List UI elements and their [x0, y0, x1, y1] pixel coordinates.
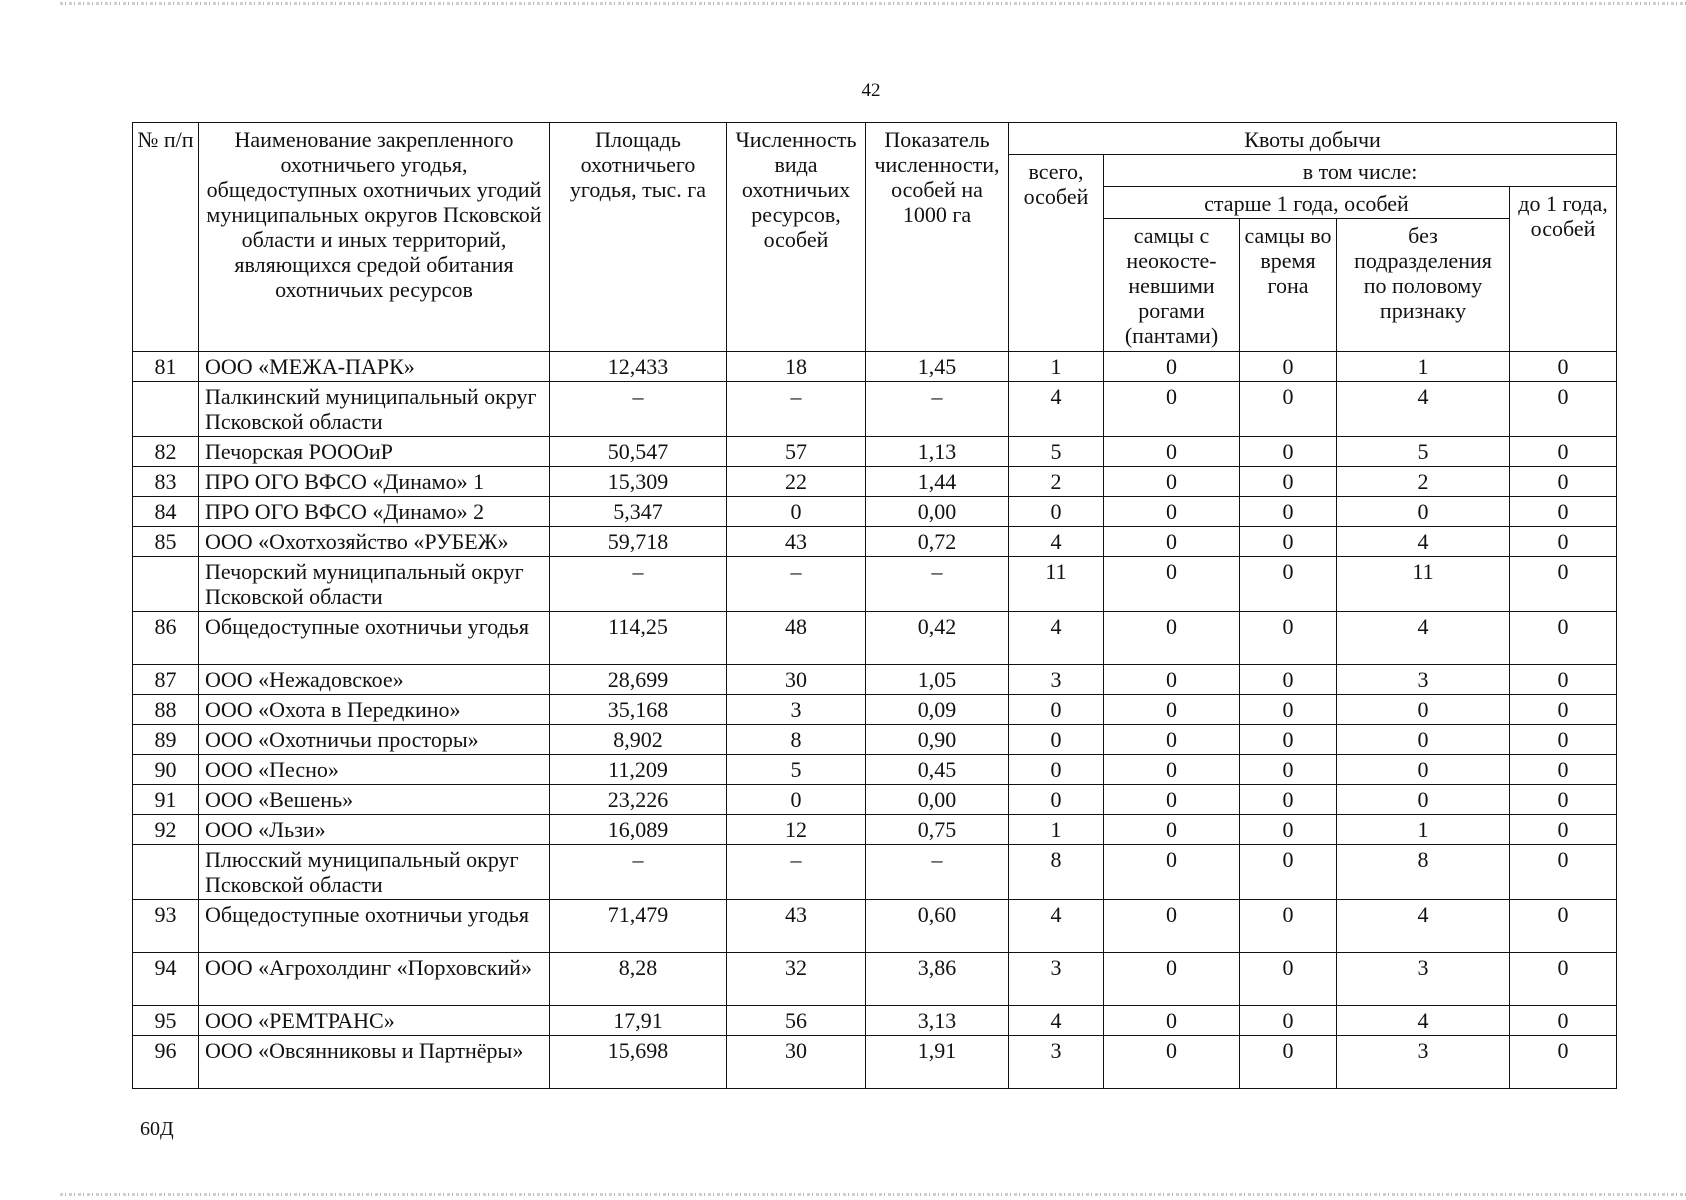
cell-density: 0,75 — [866, 815, 1009, 845]
cell-total: 3 — [1009, 1036, 1104, 1089]
cell-num: 89 — [133, 725, 199, 755]
cell-area: 15,309 — [550, 467, 727, 497]
header-older: старше 1 года, особей — [1104, 187, 1510, 219]
cell-pop: 56 — [727, 1006, 866, 1036]
cell-pop: 12 — [727, 815, 866, 845]
cell-antlers: 0 — [1104, 953, 1240, 1006]
cell-nosex: 0 — [1337, 497, 1510, 527]
cell-pop: 3 — [727, 695, 866, 725]
cell-total: 0 — [1009, 725, 1104, 755]
cell-pop: 0 — [727, 497, 866, 527]
cell-total: 5 — [1009, 437, 1104, 467]
cell-density: 1,05 — [866, 665, 1009, 695]
cell-rut: 0 — [1240, 1036, 1337, 1089]
cell-density: 1,91 — [866, 1036, 1009, 1089]
header-antlers: самцы с неокосте-невшими рогами (пантами) — [1104, 219, 1240, 352]
cell-nosex: 4 — [1337, 527, 1510, 557]
cell-density: 0,00 — [866, 785, 1009, 815]
cell-nosex: 8 — [1337, 845, 1510, 900]
cell-rut: 0 — [1240, 437, 1337, 467]
cell-under1: 0 — [1510, 815, 1617, 845]
cell-name: Печорский муниципальный округ Псковской области — [199, 557, 550, 612]
cell-rut: 0 — [1240, 382, 1337, 437]
cell-name: Палкинский муниципальный округ Псковской области — [199, 382, 550, 437]
cell-antlers: 0 — [1104, 845, 1240, 900]
cell-under1: 0 — [1510, 612, 1617, 665]
cell-num: 84 — [133, 497, 199, 527]
table-row — [133, 612, 1617, 665]
table-row — [133, 437, 1617, 467]
cell-pop: 57 — [727, 437, 866, 467]
cell-antlers: 0 — [1104, 695, 1240, 725]
cell-rut: 0 — [1240, 755, 1337, 785]
cell-under1: 0 — [1510, 785, 1617, 815]
cell-antlers: 0 — [1104, 557, 1240, 612]
header-under1: до 1 года, особей — [1510, 187, 1617, 352]
cell-under1: 0 — [1510, 352, 1617, 382]
header-name: Наименование закрепленного охотничьего угодья, общедоступных охотничьих угодий муниципальных округов Псковской области и иных территорий, являющихся средой обитания охотничьих ресурсов — [199, 123, 550, 352]
cell-area: 11,209 — [550, 755, 727, 785]
cell-rut: 0 — [1240, 845, 1337, 900]
cell-rut: 0 — [1240, 527, 1337, 557]
cell-nosex: 0 — [1337, 725, 1510, 755]
cell-num: 83 — [133, 467, 199, 497]
cell-name: ООО «Овсянниковы и Партнёры» — [199, 1036, 550, 1089]
cell-antlers: 0 — [1104, 1006, 1240, 1036]
scan-edge-top — [60, 2, 1686, 5]
cell-area: 114,25 — [550, 612, 727, 665]
cell-nosex: 0 — [1337, 785, 1510, 815]
cell-under1: 0 — [1510, 953, 1617, 1006]
cell-rut: 0 — [1240, 953, 1337, 1006]
cell-pop: – — [727, 557, 866, 612]
cell-name: ООО «Охота в Передкино» — [199, 695, 550, 725]
cell-name: ООО «РЕМТРАНС» — [199, 1006, 550, 1036]
cell-num — [133, 382, 199, 437]
cell-antlers: 0 — [1104, 497, 1240, 527]
cell-num: 93 — [133, 900, 199, 953]
cell-density: 0,45 — [866, 755, 1009, 785]
cell-pop: 5 — [727, 755, 866, 785]
cell-antlers: 0 — [1104, 815, 1240, 845]
cell-density: 0,60 — [866, 900, 1009, 953]
header-nosex: без подразделения по половому признаку — [1337, 219, 1510, 352]
cell-total: 1 — [1009, 815, 1104, 845]
cell-antlers: 0 — [1104, 527, 1240, 557]
cell-nosex: 0 — [1337, 695, 1510, 725]
cell-num: 87 — [133, 665, 199, 695]
cell-name: Общедоступные охотничьи угодья — [199, 900, 550, 953]
cell-density: – — [866, 382, 1009, 437]
cell-area: 5,347 — [550, 497, 727, 527]
cell-nosex: 4 — [1337, 382, 1510, 437]
cell-pop: 8 — [727, 725, 866, 755]
cell-num — [133, 557, 199, 612]
cell-under1: 0 — [1510, 527, 1617, 557]
cell-num: 90 — [133, 755, 199, 785]
footer-code: 60Д — [140, 1118, 174, 1140]
cell-pop: 43 — [727, 900, 866, 953]
cell-area: 59,718 — [550, 527, 727, 557]
table-row — [133, 785, 1617, 815]
cell-name: ООО «Песно» — [199, 755, 550, 785]
cell-density: – — [866, 845, 1009, 900]
cell-total: 0 — [1009, 755, 1104, 785]
cell-num: 81 — [133, 352, 199, 382]
cell-pop: 43 — [727, 527, 866, 557]
cell-total: 4 — [1009, 1006, 1104, 1036]
cell-total: 0 — [1009, 695, 1104, 725]
cell-density: 0,00 — [866, 497, 1009, 527]
cell-area: 17,91 — [550, 1006, 727, 1036]
cell-pop: 30 — [727, 665, 866, 695]
cell-rut: 0 — [1240, 467, 1337, 497]
table-row — [133, 467, 1617, 497]
header-quotas: Квоты добычи — [1009, 123, 1617, 155]
table-row — [133, 352, 1617, 382]
cell-nosex: 0 — [1337, 755, 1510, 785]
cell-area: 15,698 — [550, 1036, 727, 1089]
cell-total: 2 — [1009, 467, 1104, 497]
cell-nosex: 4 — [1337, 612, 1510, 665]
header-area: Площадь охотничьего угодья, тыс. га — [550, 123, 727, 352]
cell-pop: 32 — [727, 953, 866, 1006]
cell-rut: 0 — [1240, 725, 1337, 755]
cell-name: Плюсский муниципальный округ Псковской области — [199, 845, 550, 900]
cell-area: 8,28 — [550, 953, 727, 1006]
cell-nosex: 3 — [1337, 665, 1510, 695]
cell-area: – — [550, 557, 727, 612]
cell-name: ООО «МЕЖА-ПАРК» — [199, 352, 550, 382]
cell-rut: 0 — [1240, 815, 1337, 845]
cell-rut: 0 — [1240, 497, 1337, 527]
cell-area: 28,699 — [550, 665, 727, 695]
cell-area: 23,226 — [550, 785, 727, 815]
cell-name: ООО «Вешень» — [199, 785, 550, 815]
cell-total: 0 — [1009, 497, 1104, 527]
table-row — [133, 845, 1617, 900]
cell-under1: 0 — [1510, 755, 1617, 785]
cell-under1: 0 — [1510, 557, 1617, 612]
cell-num: 88 — [133, 695, 199, 725]
cell-nosex: 4 — [1337, 900, 1510, 953]
cell-num: 96 — [133, 1036, 199, 1089]
cell-antlers: 0 — [1104, 725, 1240, 755]
cell-density: 0,90 — [866, 725, 1009, 755]
cell-rut: 0 — [1240, 612, 1337, 665]
table-row — [133, 755, 1617, 785]
cell-under1: 0 — [1510, 845, 1617, 900]
cell-pop: 48 — [727, 612, 866, 665]
cell-area: 16,089 — [550, 815, 727, 845]
cell-nosex: 5 — [1337, 437, 1510, 467]
table-row — [133, 695, 1617, 725]
cell-antlers: 0 — [1104, 382, 1240, 437]
cell-under1: 0 — [1510, 467, 1617, 497]
cell-under1: 0 — [1510, 437, 1617, 467]
cell-antlers: 0 — [1104, 467, 1240, 497]
cell-num: 91 — [133, 785, 199, 815]
cell-antlers: 0 — [1104, 900, 1240, 953]
header-population: Численность вида охотничьих ресурсов, особей — [727, 123, 866, 352]
cell-nosex: 2 — [1337, 467, 1510, 497]
table-row — [133, 665, 1617, 695]
cell-name: ООО «Нежадовское» — [199, 665, 550, 695]
table-row — [133, 527, 1617, 557]
header-num: № п/п — [133, 123, 199, 352]
cell-area: – — [550, 382, 727, 437]
cell-antlers: 0 — [1104, 1036, 1240, 1089]
cell-total: 3 — [1009, 665, 1104, 695]
cell-density: 0,72 — [866, 527, 1009, 557]
cell-name: ПРО ОГО ВФСО «Динамо» 2 — [199, 497, 550, 527]
cell-nosex: 11 — [1337, 557, 1510, 612]
cell-num: 82 — [133, 437, 199, 467]
table-header — [133, 123, 1617, 352]
cell-under1: 0 — [1510, 382, 1617, 437]
cell-name: ООО «Охотхозяйство «РУБЕЖ» — [199, 527, 550, 557]
cell-nosex: 1 — [1337, 815, 1510, 845]
table-body — [133, 352, 1617, 1089]
cell-pop: 18 — [727, 352, 866, 382]
cell-area: 12,433 — [550, 352, 727, 382]
cell-antlers: 0 — [1104, 755, 1240, 785]
cell-pop: 0 — [727, 785, 866, 815]
cell-nosex: 1 — [1337, 352, 1510, 382]
cell-pop: – — [727, 845, 866, 900]
scan-edge-bottom — [60, 1193, 1686, 1196]
header-total: всего, особей — [1009, 155, 1104, 352]
cell-name: ПРО ОГО ВФСО «Динамо» 1 — [199, 467, 550, 497]
cell-antlers: 0 — [1104, 612, 1240, 665]
page-number: 42 — [861, 80, 881, 101]
cell-pop: 30 — [727, 1036, 866, 1089]
cell-total: 4 — [1009, 382, 1104, 437]
cell-under1: 0 — [1510, 1006, 1617, 1036]
cell-antlers: 0 — [1104, 352, 1240, 382]
cell-total: 0 — [1009, 785, 1104, 815]
cell-area: – — [550, 845, 727, 900]
cell-under1: 0 — [1510, 497, 1617, 527]
cell-density: 1,45 — [866, 352, 1009, 382]
header-density: Показатель численности, особей на 1000 га — [866, 123, 1009, 352]
cell-nosex: 4 — [1337, 1006, 1510, 1036]
cell-name: Печорская РОООиР — [199, 437, 550, 467]
cell-name: ООО «Охотничьи просторы» — [199, 725, 550, 755]
cell-density: 3,86 — [866, 953, 1009, 1006]
cell-rut: 0 — [1240, 352, 1337, 382]
cell-total: 3 — [1009, 953, 1104, 1006]
cell-num: 85 — [133, 527, 199, 557]
cell-area: 71,479 — [550, 900, 727, 953]
cell-density: 3,13 — [866, 1006, 1009, 1036]
cell-under1: 0 — [1510, 665, 1617, 695]
table-row — [133, 497, 1617, 527]
cell-antlers: 0 — [1104, 665, 1240, 695]
cell-name: Общедоступные охотничьи угодья — [199, 612, 550, 665]
cell-under1: 0 — [1510, 900, 1617, 953]
table-row — [133, 382, 1617, 437]
table-row — [133, 900, 1617, 953]
cell-area: 8,902 — [550, 725, 727, 755]
cell-total: 8 — [1009, 845, 1104, 900]
table-row — [133, 725, 1617, 755]
cell-num: 95 — [133, 1006, 199, 1036]
header-rut: самцы во время гона — [1240, 219, 1337, 352]
cell-rut: 0 — [1240, 785, 1337, 815]
cell-under1: 0 — [1510, 1036, 1617, 1089]
quota-table — [132, 122, 1617, 1089]
cell-total: 4 — [1009, 527, 1104, 557]
cell-under1: 0 — [1510, 725, 1617, 755]
table-row — [133, 1036, 1617, 1089]
cell-num: 94 — [133, 953, 199, 1006]
cell-area: 50,547 — [550, 437, 727, 467]
cell-rut: 0 — [1240, 900, 1337, 953]
cell-antlers: 0 — [1104, 437, 1240, 467]
cell-name: ООО «Агрохолдинг «Порховский» — [199, 953, 550, 1006]
cell-total: 1 — [1009, 352, 1104, 382]
table-row — [133, 1006, 1617, 1036]
cell-total: 11 — [1009, 557, 1104, 612]
cell-rut: 0 — [1240, 1006, 1337, 1036]
cell-pop: – — [727, 382, 866, 437]
cell-rut: 0 — [1240, 695, 1337, 725]
cell-num: 86 — [133, 612, 199, 665]
cell-density: – — [866, 557, 1009, 612]
cell-density: 1,44 — [866, 467, 1009, 497]
cell-pop: 22 — [727, 467, 866, 497]
cell-nosex: 3 — [1337, 953, 1510, 1006]
cell-density: 1,13 — [866, 437, 1009, 467]
table-row — [133, 953, 1617, 1006]
table-row — [133, 815, 1617, 845]
header-including: в том числе: — [1104, 155, 1617, 187]
cell-rut: 0 — [1240, 665, 1337, 695]
cell-total: 4 — [1009, 900, 1104, 953]
cell-density: 0,09 — [866, 695, 1009, 725]
cell-area: 35,168 — [550, 695, 727, 725]
table-row — [133, 557, 1617, 612]
cell-antlers: 0 — [1104, 785, 1240, 815]
cell-density: 0,42 — [866, 612, 1009, 665]
cell-under1: 0 — [1510, 695, 1617, 725]
cell-nosex: 3 — [1337, 1036, 1510, 1089]
cell-rut: 0 — [1240, 557, 1337, 612]
cell-num: 92 — [133, 815, 199, 845]
cell-num — [133, 845, 199, 900]
cell-name: ООО «Льзи» — [199, 815, 550, 845]
cell-total: 4 — [1009, 612, 1104, 665]
